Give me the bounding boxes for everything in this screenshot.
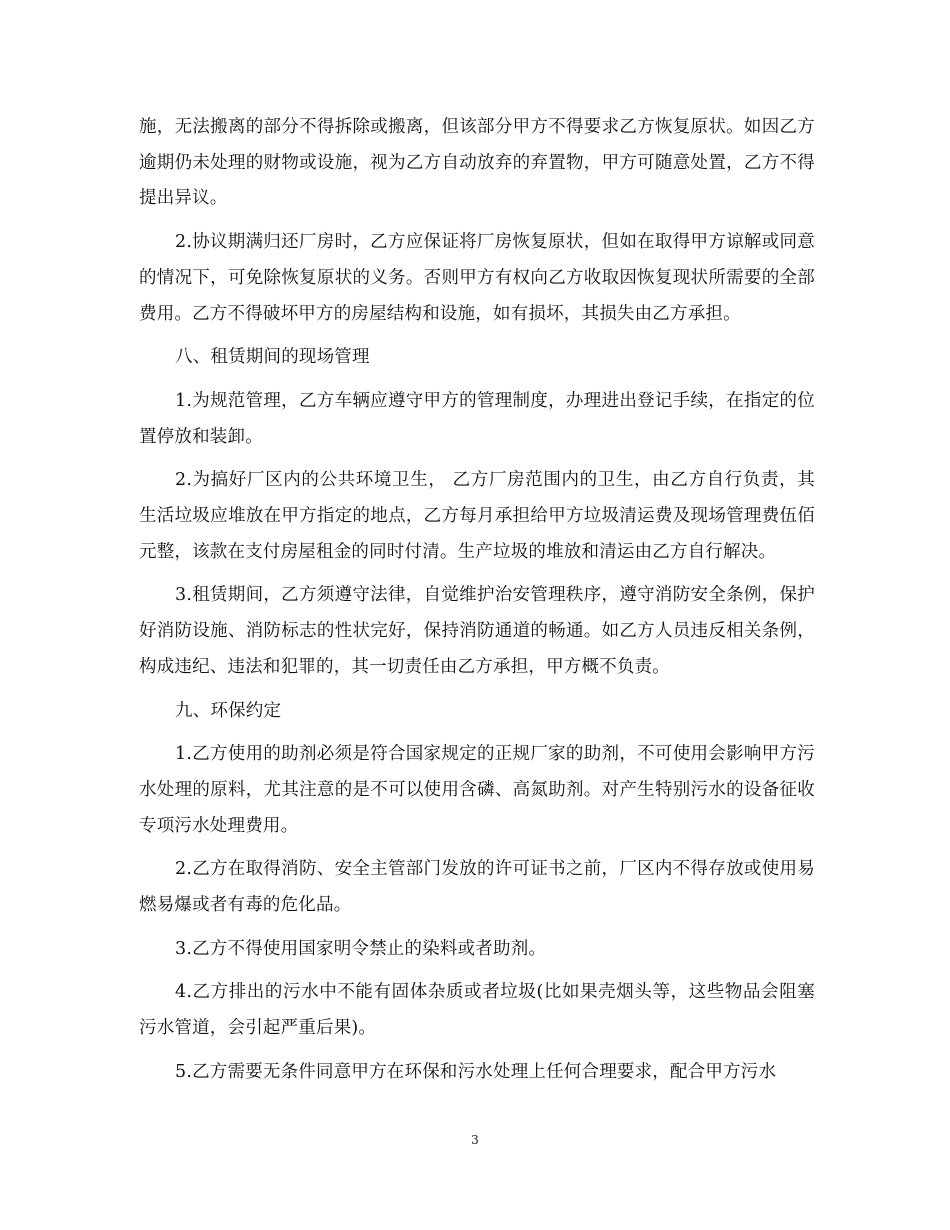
paragraph-clause-9-2: 2.乙方在取得消防、安全主管部门发放的许可证书之前，厂区内不得存放或使用易燃易爆或者有毒的危化品。: [139, 859, 815, 916]
paragraph-clause-7-2: 2.协议期满归还厂房时，乙方应保证将厂房恢复原状，但如在取得甲方谅解或同意的情况下，可免除恢复原状的义务。否则甲方有权向乙方收取因恢复现状所需要的全部费用。乙方不得破坏甲方的房屋结构和设施，如有损坏，其损失由乙方承担。: [139, 232, 815, 324]
paragraph-clause-9-3: 3.乙方不得使用国家明令禁止的染料或者助剂。: [175, 938, 547, 959]
section-heading-8: 八、租赁期间的现场管理: [175, 347, 370, 368]
paragraph-clause-9-5: 5.乙方需要无条件同意甲方在环保和污水处理上任何合理要求，配合甲方污水: [175, 1061, 777, 1082]
paragraph-clause-8-3: 3.租赁期间，乙方须遵守法律，自觉维护治安管理秩序，遵守消防安全条例，保护好消防设施、消防标志的性状完好，保持消防通道的畅通。如乙方人员违反相关条例，构成违纪、违法和犯罪的，其一切责任由乙方承担，甲方概不负责。: [139, 585, 815, 677]
paragraph-continuation: 施，无法搬离的部分不得拆除或搬离，但该部分甲方不得要求乙方恢复原状。如因乙方逾期仍未处理的财物或设施，视为乙方自动放弃的弃置物，甲方可随意处置，乙方不得提出异议。: [139, 117, 815, 209]
paragraph-clause-9-4: 4.乙方排出的污水中不能有固体杂质或者垃圾(比如果壳烟头等，这些物品会阻塞污水管道，会引起严重后果)。: [139, 982, 815, 1039]
paragraph-clause-8-2: 2.为搞好厂区内的公共环境卫生， 乙方厂房范围内的卫生，由乙方自行负责，其生活垃圾应堆放在甲方指定的地点，乙方每月承担给甲方垃圾清运费及现场管理费伍佰元整，该款在支付房屋租金的同时付清。生产垃圾的堆放和清运由乙方自行解决。: [139, 470, 815, 562]
paragraph-clause-8-1: 1.为规范管理，乙方车辆应遵守甲方的管理制度，办理进出登记手续，在指定的位置停放和装卸。: [139, 390, 815, 447]
section-heading-9: 九、环保约定: [175, 700, 282, 721]
paragraph-clause-9-1: 1.乙方使用的助剂必须是符合国家规定的正规厂家的助剂，不可使用会影响甲方污水处理的原料，尤其注意的是不可以使用含磷、高氮助剂。对产生特别污水的设备征收专项污水处理费用。: [139, 744, 815, 836]
page-number: 3: [471, 1133, 479, 1147]
document-body: [139, 110, 815, 1099]
